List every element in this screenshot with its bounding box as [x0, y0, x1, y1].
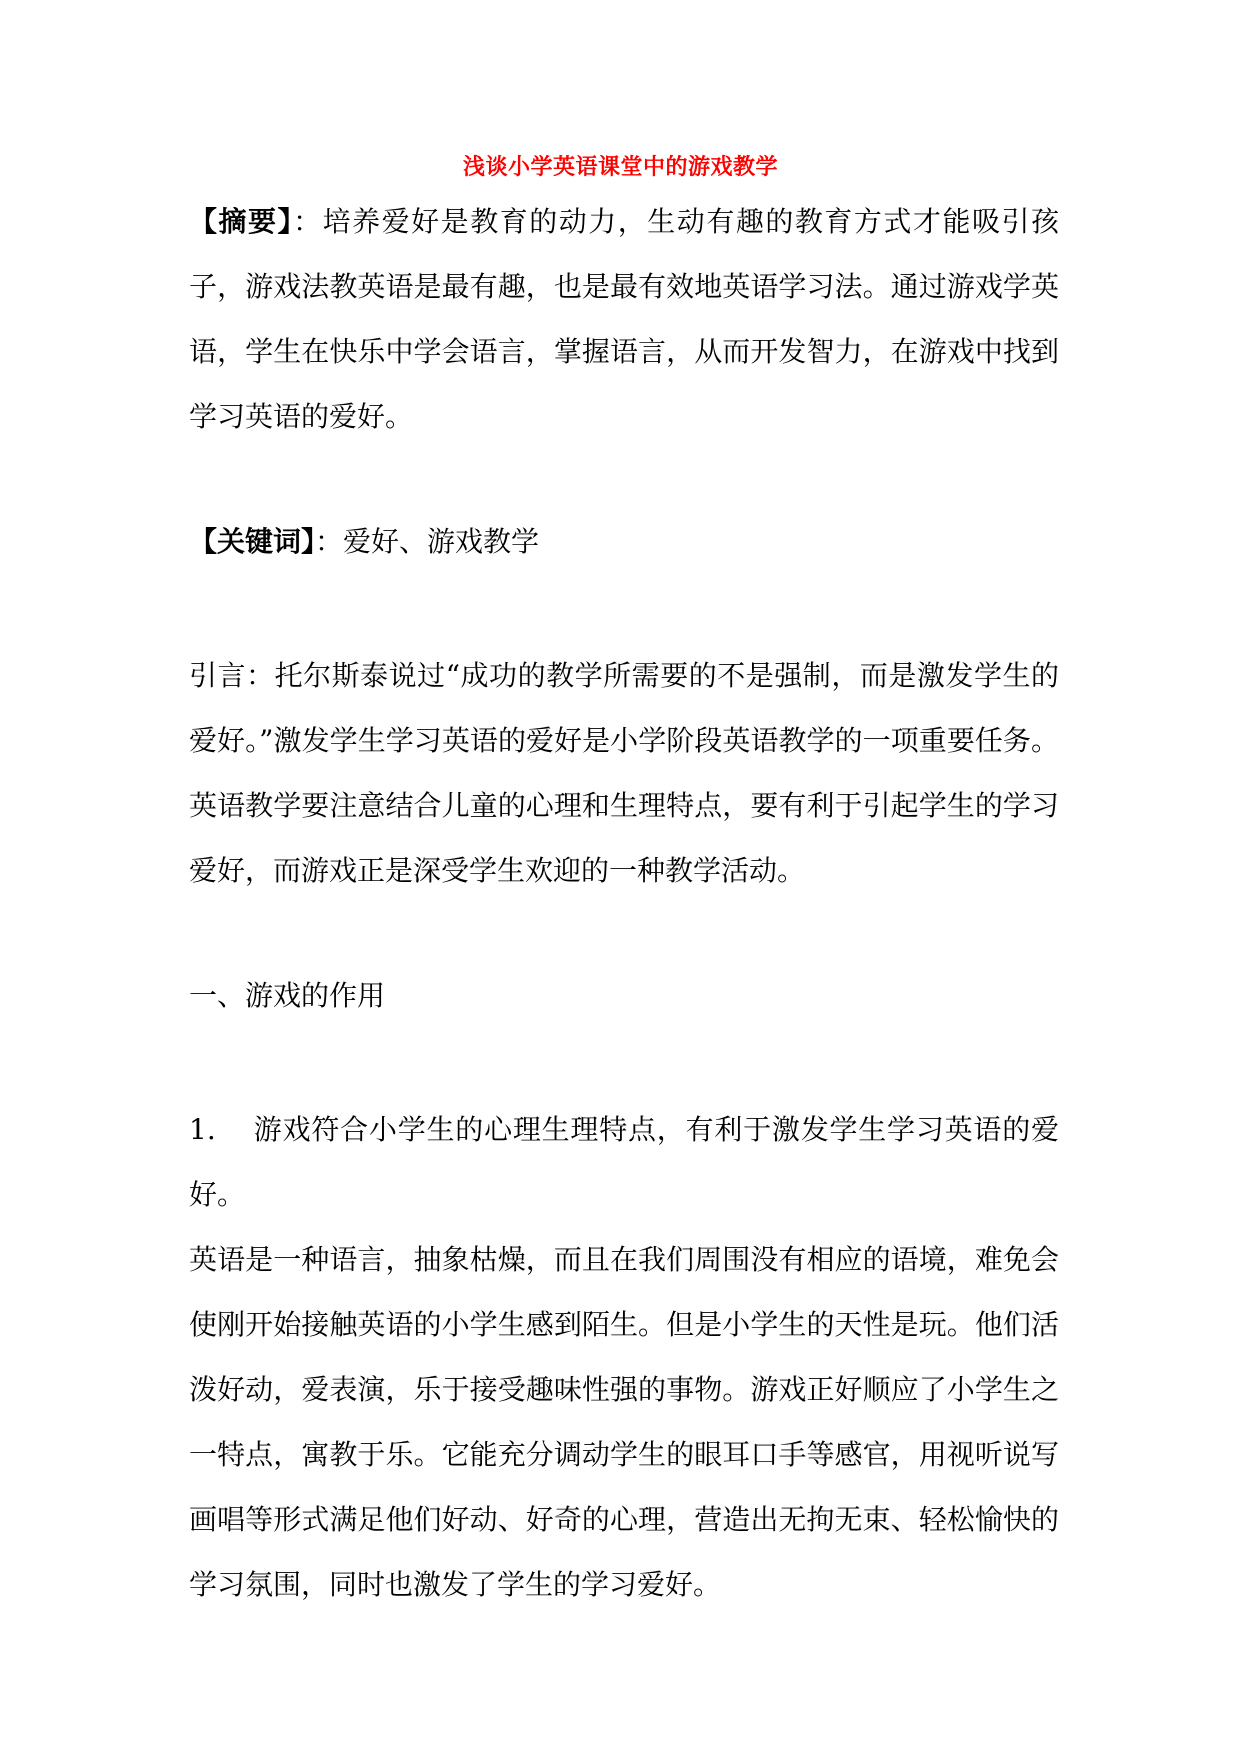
keywords-paragraph [189, 509, 1059, 574]
abstract-colon: ： [293, 205, 323, 238]
abstract-label: 【摘要】 [189, 205, 294, 238]
item-number: 1. [189, 1113, 216, 1146]
abstract-paragraph [189, 189, 1059, 449]
body-paragraph: 英语是一种语言，抽象枯燥，而且在我们周围没有相应的语境，难免会使刚开始接触英语的小学生感到陌生。但是小学生的天性是玩。他们活泼好动，爱表演，乐于接受趣味性强的事物。游戏正好顺应了小学生之一特点，寓教于乐。它能充分调动学生的眼耳口手等感官，用视听说写画唱等形式满足他们好动、好奇的心理，营造出无拘无束、轻松愉快的学习氛围，同时也激发了学生的学习爱好。 [189, 1243, 1059, 1601]
keywords-colon: ： [315, 525, 344, 558]
keywords-label: 【关键词】 [189, 525, 316, 558]
abstract-text: 培养爱好是教育的动力，生动有趣的教育方式才能吸引孩子，游戏法教英语是最有趣，也是最有效地英语学习法。通过游戏学英语，学生在快乐中学会语言，掌握语言，从而开发智力，在游戏中找到学习英语的爱好。 [189, 205, 1059, 433]
keywords-text: 爱好、游戏教学 [343, 525, 540, 558]
document-title: 浅谈小学英语课堂中的游戏教学 [462, 154, 778, 180]
numbered-item [189, 1097, 1059, 1227]
intro-paragraph: 引言：托尔斯泰说过“成功的教学所需要的不是强制，而是激发学生的爱好。”激发学生学习英语的爱好是小学阶段英语教学的一项重要任务。英语教学要注意结合儿童的心理和生理特点，要有利于引起学生的学习爱好，而游戏正是深受学生欢迎的一种教学活动。 [189, 659, 1059, 887]
section-heading: 一、游戏的作用 [189, 979, 386, 1012]
item-text: 游戏符合小学生的心理生理特点，有利于激发学生学习英语的爱好。 [189, 1113, 1059, 1211]
